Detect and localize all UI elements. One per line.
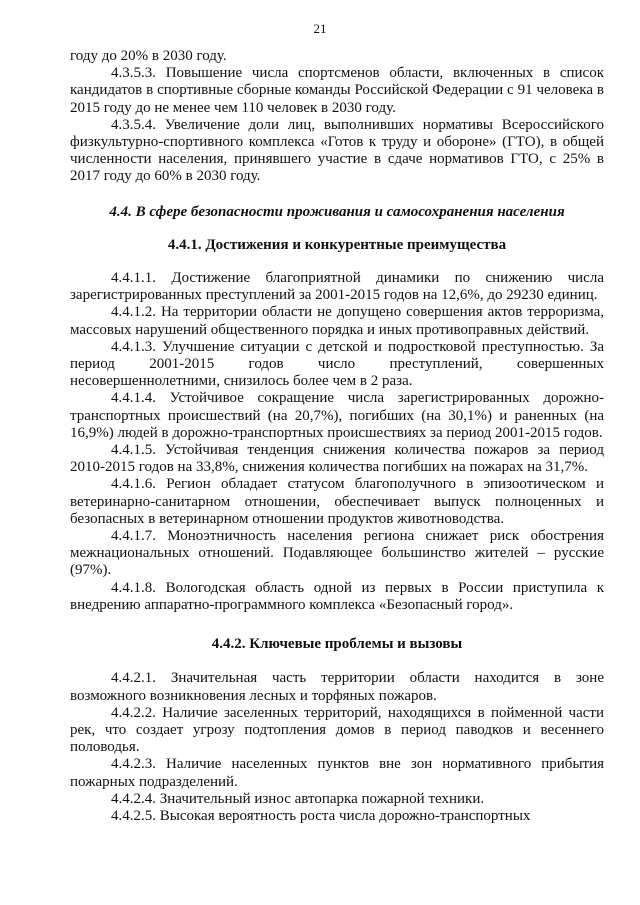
paragraph-4-4-2-3: 4.4.2.3. Наличие населенных пунктов вне зон нормативного прибытия пожарных подразделений.	[70, 756, 604, 790]
paragraph-4-3-5-3: 4.3.5.3. Повышение числа спортсменов области, включенных в список кандидатов в спортивные сборные команды Российской Федерации с 91 человека в 2015 году до не менее чем 110 человек в 2030 году.	[70, 65, 604, 116]
section-heading-4-4-1: 4.4.1. Достижения и конкурентные преимущества	[167, 236, 507, 253]
document-body	[70, 48, 604, 825]
paragraph-4-4-2-4: 4.4.2.4. Значительный износ автопарка пожарной техники.	[111, 790, 485, 807]
section-heading-4-4-2: 4.4.2. Ключевые проблемы и вызовы	[211, 636, 463, 653]
paragraph-continuation: году до 20% в 2030 году.	[70, 48, 227, 64]
paragraph-4-4-1-2: 4.4.1.2. На территории области не допущено совершения актов терроризма, массовых нарушений общественного порядка и иных противоправных действий.	[70, 304, 604, 338]
paragraph-4-4-2-1: 4.4.2.1. Значительная часть территории области находится в зоне возможного возникновения лесных и торфяных пожаров.	[70, 670, 604, 704]
paragraph-4-4-1-8: 4.4.1.8. Вологодская область одной из первых в России приступила к внедрению аппаратно-программного комплекса «Безопасный город».	[70, 579, 604, 613]
section-heading-4-4: 4.4. В сфере безопасности проживания и самосохранения населения	[109, 203, 565, 220]
paragraph-4-4-1-3: 4.4.1.3. Улучшение ситуации с детской и подростковой преступностью. За период 2001-2015 годов число преступлений, совершенных несовершеннолетними, снизилось более чем в 2 раза.	[70, 338, 604, 390]
paragraph-4-3-5-4: 4.3.5.4. Увеличение доли лиц, выполнивших нормативы Всероссийского физкультурно-спортивного комплекса «Готов к труду и обороне» (ГТО), в общей численности населения, принявшего участие в сдаче нормативов ГТО, с 25% в 2017 году до 60% в 2030 году.	[70, 116, 604, 185]
page-number: 21	[313, 21, 327, 36]
paragraph-4-4-1-7: 4.4.1.7. Моноэтничность населения региона снижает риск обострения межнациональных отношений. Подавляющее большинство жителей – русские (97%).	[70, 528, 604, 579]
paragraph-4-4-2-2: 4.4.2.2. Наличие заселенных территорий, находящихся в пойменной части рек, что создает угрозу подтопления домов в период паводков и весеннего половодья.	[70, 704, 604, 756]
paragraph-4-4-2-5: 4.4.2.5. Высокая вероятность роста числа дорожно-транспортных	[111, 807, 531, 824]
paragraph-4-4-1-1: 4.4.1.1. Достижение благоприятной динамики по снижению числа зарегистрированных преступлений за 2001-2015 годов на 12,6%, до 29230 единиц.	[70, 270, 604, 304]
paragraph-4-4-1-6: 4.4.1.6. Регион обладает статусом благополучного в эпизоотическом и ветеринарно-санитарном отношении, обеспечивает выпуск полноценных и безопасных в ветеринарном отношении продуктов животноводства.	[70, 476, 604, 527]
paragraph-4-4-1-5: 4.4.1.5. Устойчивая тенденция снижения количества пожаров за период 2010-2015 годов на 33,8%, снижения количества погибших на пожарах на 31,7%.	[70, 442, 604, 476]
paragraph-4-4-1-4: 4.4.1.4. Устойчивое сокращение числа зарегистрированных дорожно-транспортных происшествий (на 20,7%), погибших (на 30,1%) и раненных (на 16,9%) людей в дорожно-транспортных происшествиях за период 2001-2015 годов.	[70, 390, 604, 441]
